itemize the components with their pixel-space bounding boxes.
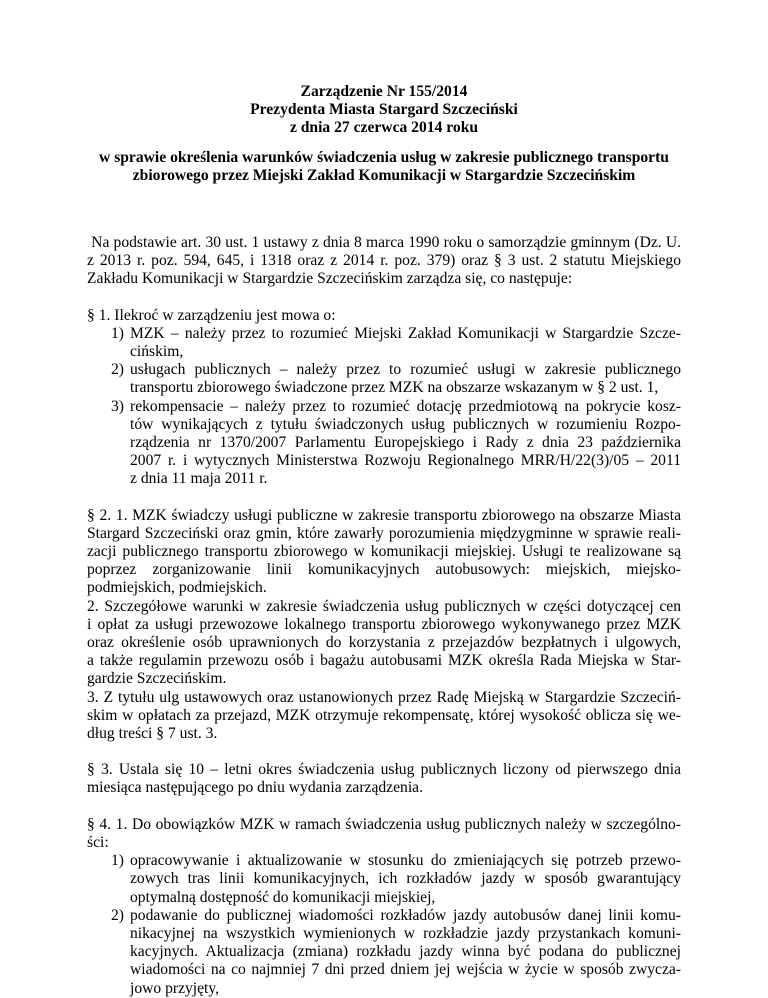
document-body <box>87 234 681 998</box>
text-line: 3. Z tytułu ulg ustawowych oraz ustanowionych przez Radę Miejską w Stargardzie Szczeciń- <box>87 688 681 706</box>
preamble <box>87 234 681 289</box>
issuer: Prezydenta Miasta Stargard Szczeciński <box>250 101 518 119</box>
text-line: Stargard Szczeciński oraz gmin, które zawarły porozumienia międzygminne w sprawie reali- <box>87 524 681 542</box>
text-line: kacyjnych. Aktualizacja (zmiana) rozkładu jazdy winna być podana do publicznej <box>130 943 681 961</box>
paragraph-intro: § 1. Ilekroć w zarządzeniu jest mowa o: <box>87 306 336 324</box>
ordinance-number: Zarządzenie Nr 155/2014 <box>300 83 468 100</box>
text-line: podmiejskich, podmiejskich. <box>87 579 267 597</box>
text-line: i opłat za usługi przewozowe lokalnego transportu zbiorowego wykonywanego przez MZK <box>87 615 681 633</box>
text-line: rządzenia nr 1370/2007 Parlamentu Europejskiego i Rady z dnia 23 października <box>130 434 681 452</box>
subject-line: w sprawie określenia warunków świadczenia usług w zakresie publicznego transportu <box>99 149 669 166</box>
paragraph-1 <box>87 307 681 489</box>
text-line: 2007 r. i wytycznych Ministerstwa Rozwoju Regionalnego MRR/H/22(3)/05 – 2011 <box>130 452 681 470</box>
text-line: skim w opłatach za przejazd, MZK otrzymuje rekompensatę, której wysokość oblicza się we- <box>87 706 681 724</box>
text-line: usługach publicznych – należy przez to rozumieć usługi w zakresie publicznego <box>130 361 681 379</box>
text-line: oraz określenie osób uprawnionych do korzystania z przejazdów bezpłatnych i ulgowych, <box>87 634 681 652</box>
text-line: a także regulamin przewozu osób i bagażu autobusami MZK określa Rada Miejska w Star- <box>87 652 681 670</box>
text-line: poprzez zorganizowanie linii komunikacyjnych autobusowych: miejskich, miejsko- <box>87 561 681 579</box>
list-item <box>87 325 681 361</box>
list-number: 3) <box>111 397 124 415</box>
ordinance-date: z dnia 27 czerwca 2014 roku <box>289 119 479 137</box>
document-header <box>0 83 768 138</box>
text-line: MZK – należy przez to rozumieć Miejski Zakład Komunikacji w Stargardzie Szcze- <box>130 324 681 342</box>
paragraph-3 <box>87 761 681 797</box>
list-number: 2) <box>111 361 124 379</box>
list-item <box>87 398 681 489</box>
list-number: 1) <box>111 852 124 870</box>
paragraph-2 <box>87 507 681 744</box>
text-line: transportu zbiorowego świadczone przez MZK na obszarze wskazanym w § 2 ust. 1, <box>130 379 659 397</box>
text-line: jowo przyjęty, <box>130 979 220 997</box>
text-line: § 4. 1. Do obowiązków MZK w ramach świadczenia usług publicznych należy w szczególno- <box>87 815 681 833</box>
document-subject <box>80 149 688 185</box>
text-line: podawanie do publicznej wiadomości rozkładów jazdy autobusów danej linii komu- <box>130 906 681 924</box>
text-line: tów wynikających z tytułu świadczonych usług publicznych w rozumieniu Rozpo- <box>130 415 681 433</box>
subject-line: zbiorowego przez Miejski Zakład Komunikacji w Stargardzie Szczecińskim <box>132 167 636 185</box>
text-line: rekompensacie – należy przez to rozumieć dotację przedmiotową na pokrycie kosz- <box>130 397 681 415</box>
list-number: 2) <box>111 906 124 924</box>
text-line: zacji publicznego transportu zbiorowego w komunikacji miejskiej. Usługi te realizowane są <box>87 543 681 561</box>
list-item <box>87 907 681 998</box>
list-number: 1) <box>111 324 124 342</box>
text-line: dług treści § 7 ust. 3. <box>87 725 218 743</box>
text-line: cińskim, <box>130 343 184 361</box>
text-line: gardzie Szczecińskim. <box>87 670 227 688</box>
list-item <box>87 852 681 907</box>
text-line: z dnia 11 maja 2011 r. <box>130 470 268 488</box>
text-line: 2. Szczegółowe warunki w zakresie świadczenia usług publicznych w części dotyczącej cen <box>87 597 681 615</box>
text-line: optymalną dostępność do komunikacji miejskiej, <box>130 888 436 906</box>
text-line: Zakładu Komunikacji w Stargardzie Szczecińskim zarządza się, co następuje: <box>87 270 573 288</box>
text-line: opracowywanie i aktualizowanie w stosunku do zmieniających się potrzeb przewo- <box>130 852 681 870</box>
text-line: nikacyjnej na wszystkich wymienionych w rozkładzie jazdy przystankach komuni- <box>130 924 681 942</box>
text-line: § 3. Ustala się 10 – letni okres świadczenia usług publicznych liczony od pierwszego dnia <box>87 761 681 779</box>
text-line: § 2. 1. MZK świadczy usługi publiczne w zakresie transportu zbiorowego na obszarze Miasta <box>87 506 681 524</box>
text-line: zowych tras linii komunikacyjnych, ich rozkładów jazdy w sposób gwarantujący <box>130 870 681 888</box>
text-line: z 2013 r. poz. 594, 645, i 1318 oraz z 2014 r. poz. 379) oraz § 3 ust. 2 statutu Miejskiego <box>87 252 681 270</box>
paragraph-4 <box>87 816 681 998</box>
text-line: miesiąca następującego po dniu wydania zarządzenia. <box>87 779 423 797</box>
list-item <box>87 361 681 397</box>
text-line: wiadomości na co najmniej 7 dni przed dniem jej wejścia w życie w sposób zwycza- <box>130 961 681 979</box>
text-line: ści: <box>87 833 109 851</box>
text-line: Na podstawie art. 30 ust. 1 ustawy z dnia 8 marca 1990 roku o samorządzie gminnym (Dz. U. <box>87 234 681 251</box>
